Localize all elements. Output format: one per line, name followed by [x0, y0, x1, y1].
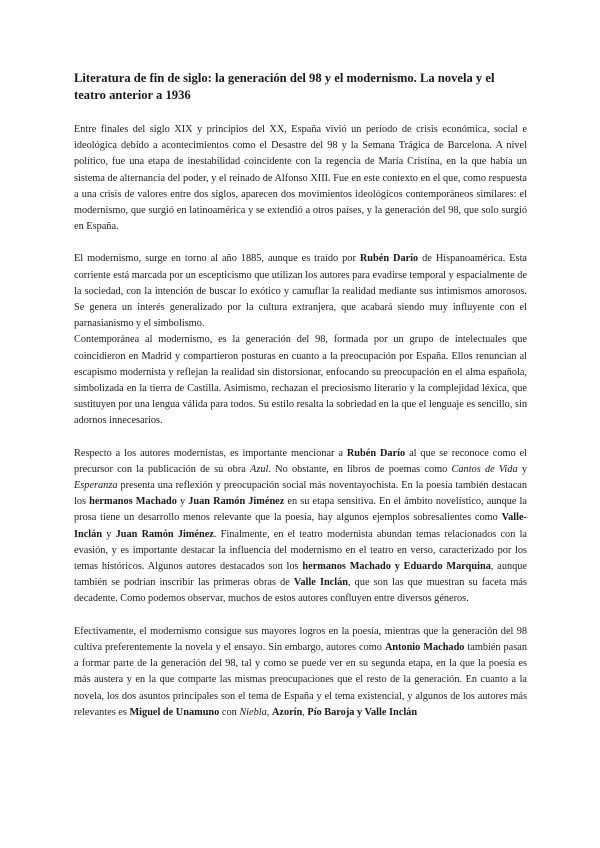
work-title: Azul: [250, 463, 269, 475]
paragraph-logros: [74, 624, 527, 721]
text-run: ,: [302, 706, 308, 718]
text-run: Efectivamente, el modernismo consigue sus mayores logros en la poesía, mientras que la generación del 98 cultiva preferentemente la novela y el ensayo. Sin embargo, autores como: [74, 625, 527, 653]
text-run: Respecto a los autores modernistas, es importante mencionar a: [74, 447, 347, 459]
text-run: El modernismo, surge en torno al año 1885, aunque es traído por: [74, 253, 360, 265]
work-title: Esperanza: [74, 480, 118, 492]
author-name: Rubén Darío: [346, 447, 406, 459]
author-name: Valle Inclán: [293, 577, 348, 589]
paragraph-autores-modernistas: [74, 446, 527, 608]
text-run: Contemporánea al modernismo, es la generación del 98, formada por un grupo de intelectuales que coincidieron en Madrid y compartieron posturas en cuanto a la preocupación por España. Ellos renuncian al escapismo modernista y reflejan la realidad sin distorsionar, enfocando su preocupación en el alma española, simbolizada en la tierra de Castilla. Asimismo, rechazan el preciosismo literario y la complejidad léxica, que sustituyen por una lengua válida para todos. Su estilo resalta la sobriedad en la que el lenguaje es sencillo, sin adornos innecesarios.: [74, 334, 527, 427]
text-run: . No obstante, en libros de poemas como: [268, 463, 452, 475]
text-run: de Hispanoamérica. Esta corriente está marcada por un escepticismo que utilizan los autores para evadirse temporal y espacialmente de la sociedad, con la intención de buscar lo exótico y camuflar la realidad mediante sus intimismos amorosos. Se genera un interés generalizado por la cultura extranjera, que acabará siendo muy influyente con el parnasianismo y el simbolismo.: [74, 253, 527, 330]
work-title: Cantos de Vida: [451, 463, 518, 475]
author-name: Antonio Machado: [384, 641, 465, 653]
text-run: Entre finales del siglo XIX y principios del XX, España vivió un periodo de crisis económica, social e ideológica debido a acontecimientos como el Desastre del 98 y la Semana Trágica de Barcelona. A nivel político, fue una etapa de inestabilidad coincidente con la regencia de María Cristina, en la que había un sistema de alternancia del poder, y el reinado de Alfonso XIII. Fue en este contexto en el que, como respuesta a una crisis de valores entre dos siglos, aparecen dos movimientos ideológicos contemporáneos similares: el modernismo, que surgió en latinoamérica y se extendió a otros países, y la generación del 98, que solo surgió en España.: [74, 124, 527, 233]
text-run: con: [219, 706, 240, 718]
author-name: Pío Baroja y Valle Inclán: [307, 706, 418, 718]
author-name: hermanos Machado y Eduardo Marquina: [302, 561, 491, 573]
author-name: hermanos Machado: [89, 496, 177, 508]
text-run: presenta una reflexión y preocupación social más noventayochista. En la poesía también destacan los: [74, 480, 527, 508]
text-run: al que se reconoce como el precursor con la publicación de su obra: [74, 447, 527, 475]
paragraph-modernismo: [74, 251, 527, 332]
text-run: y: [102, 528, 116, 540]
author-name: Rubén Darío: [359, 253, 419, 265]
author-name: Miguel de Unamuno: [129, 706, 220, 718]
author-name: Juan Ramón Jiménez: [188, 496, 285, 508]
document-title: Literatura de fin de siglo: la generación del 98 y el modernismo. La novela y el teatro anterior a 1936: [74, 71, 495, 102]
paragraph-intro: [74, 122, 527, 235]
work-title: Niebla: [239, 706, 267, 718]
text-run: ,: [266, 706, 272, 718]
text-run: , que son las que muestran su faceta más decadente. Como podemos observar, muchos de estos autores confluyen entre diversos géneros.: [74, 577, 528, 605]
author-name: Juan Ramón Jiménez: [115, 528, 214, 540]
text-run: , aunque también se podrían inscribir las primeras obras de: [74, 561, 527, 589]
author-name: Azorín: [271, 706, 303, 718]
text-run: y: [176, 496, 189, 508]
text-run: también pasan a formar parte de la generación del 98, tal y como se puede ver en su segunda etapa, en la que la poesía es más austera y en la que comparte las mismas preocupaciones que el resto de la generación. En cuanto a la novela, los dos asuntos principales son el tema de España y el tema existencial, y algunos de los autores más relevantes es: [74, 641, 527, 718]
text-run: en su etapa sensitiva. En el ámbito novelístico, aunque la prosa tiene un desarrollo menos relevante que la poesía, hay algunos ejemplos sobresalientes como: [74, 496, 527, 524]
paragraph-generacion-98: [74, 332, 527, 429]
text-run: y: [517, 463, 527, 475]
author-name: Valle-Inclán: [74, 512, 527, 540]
text-run: . Finalmente, en el teatro modernista abundan temas relacionados con la evasión, y es importante destacar la influencia del modernismo en el teatro en verso, caracterizado por los temas históricos. Algunos autores destacados son los: [74, 528, 527, 573]
